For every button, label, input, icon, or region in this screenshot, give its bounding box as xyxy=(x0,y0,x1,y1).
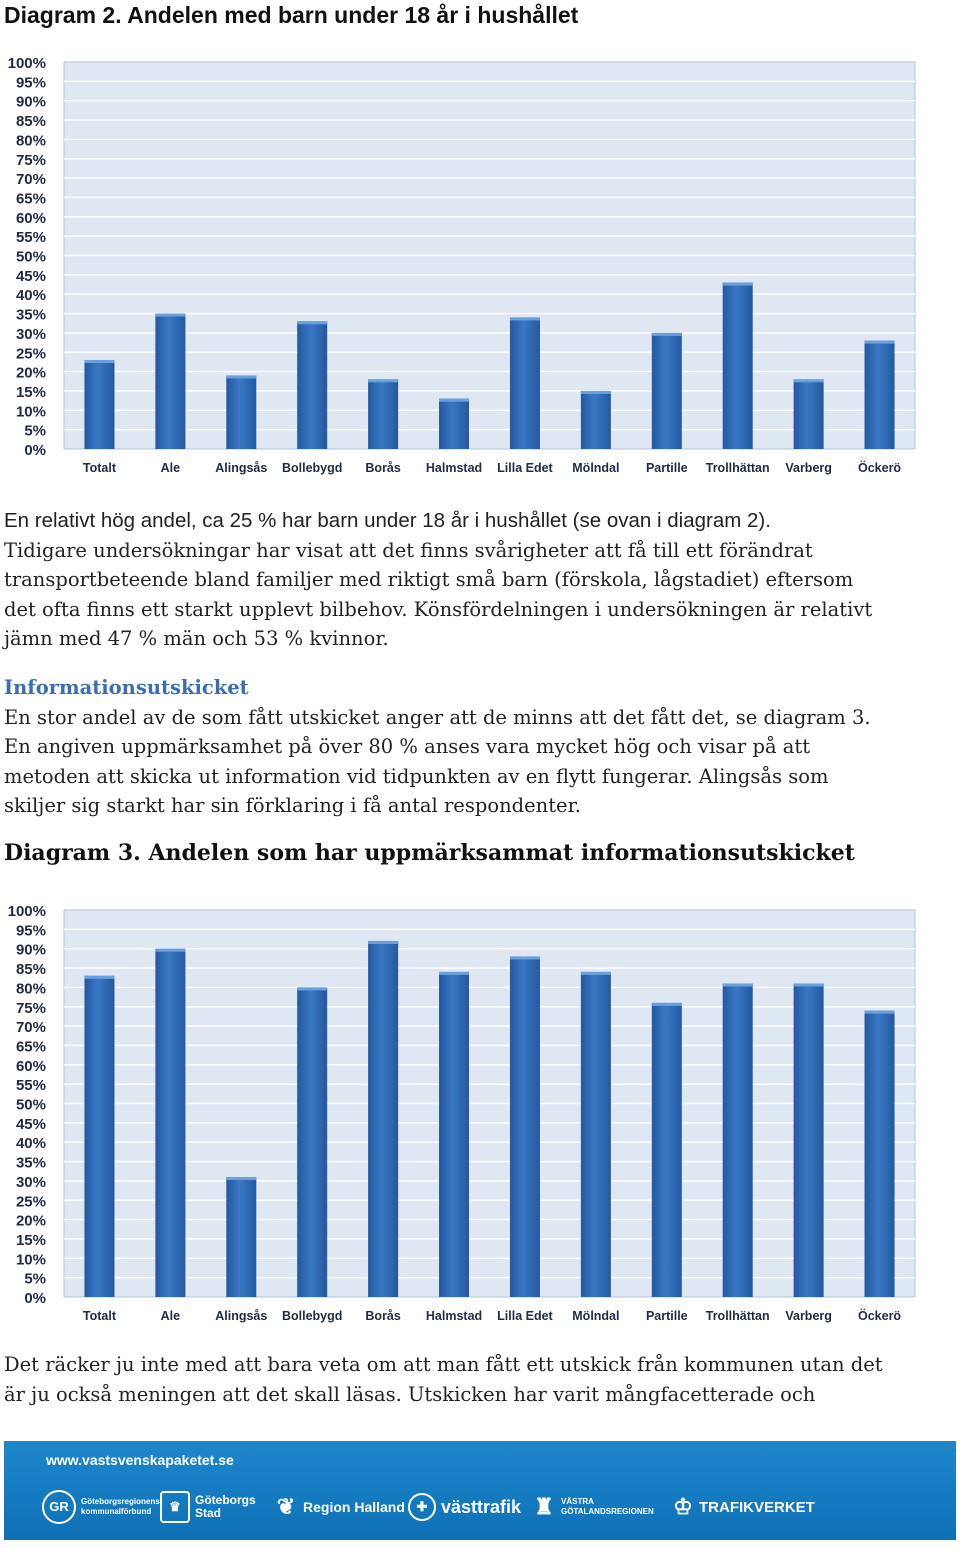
bar xyxy=(84,976,114,1297)
bar xyxy=(723,984,753,1297)
bar-top xyxy=(368,379,398,382)
y-tick-label: 60% xyxy=(15,1057,46,1075)
bar-top xyxy=(652,1003,682,1006)
y-tick-label: 30% xyxy=(15,325,46,343)
x-tick-label: Ale xyxy=(160,461,181,475)
y-tick-label: 85% xyxy=(15,113,46,131)
x-tick-label: Halmstad xyxy=(425,461,483,475)
bar xyxy=(439,972,469,1297)
y-tick-label: 85% xyxy=(15,961,46,979)
region-halland-logo-icon: ❦ Region Halland xyxy=(276,1494,405,1519)
x-tick-label: Borås xyxy=(365,1309,401,1323)
bar xyxy=(865,341,895,449)
y-tick-label: 20% xyxy=(15,1212,46,1230)
y-tick-label: 70% xyxy=(15,171,46,189)
y-tick-label: 15% xyxy=(15,1231,46,1249)
bar-top xyxy=(368,941,398,944)
diagram-3-title: Diagram 3. Andelen som har uppmärksammat informationsutskicket xyxy=(4,840,855,866)
y-tick-label: 80% xyxy=(15,132,46,150)
y-tick-label: 75% xyxy=(15,999,46,1017)
bar xyxy=(510,956,540,1297)
y-tick-label: 65% xyxy=(15,1038,46,1056)
bar xyxy=(652,1003,682,1297)
bar xyxy=(652,333,682,449)
y-tick-label: 50% xyxy=(15,248,46,266)
y-tick-label: 70% xyxy=(15,1019,46,1037)
y-tick-label: 80% xyxy=(15,980,46,998)
bar-top xyxy=(84,360,114,363)
bar xyxy=(794,379,824,449)
y-tick-label: 100% xyxy=(7,55,46,72)
y-tick-label: 95% xyxy=(15,922,46,940)
bar xyxy=(865,1011,895,1297)
y-tick-label: 25% xyxy=(15,1193,46,1211)
x-tick-label: Trollhättan xyxy=(705,1309,770,1323)
x-tick-label: Halmstad xyxy=(425,1309,483,1323)
bar-top xyxy=(84,976,114,979)
y-tick-label: 5% xyxy=(24,422,46,440)
bar xyxy=(297,987,327,1297)
paragraph-line: En angiven uppmärksamhet på över 80 % anses vara mycket hög och visar på att xyxy=(4,735,811,758)
bar-top xyxy=(155,949,185,952)
y-tick-label: 95% xyxy=(15,74,46,92)
x-tick-label: Borås xyxy=(365,461,401,475)
bar-top xyxy=(865,341,895,344)
bar xyxy=(581,391,611,449)
y-tick-label: 100% xyxy=(7,903,46,920)
y-tick-label: 0% xyxy=(24,442,46,459)
gk-logo-icon: GR Göteborgsregionens kommunalförbund xyxy=(42,1487,151,1527)
bar-top xyxy=(581,391,611,394)
bar xyxy=(510,317,540,449)
bar xyxy=(368,941,398,1297)
bar-top xyxy=(723,283,753,286)
y-tick-label: 55% xyxy=(15,1077,46,1095)
y-tick-label: 35% xyxy=(15,306,46,324)
bar-chart-children-share xyxy=(0,44,960,484)
x-tick-label: Bollebygd xyxy=(281,1309,343,1323)
bar xyxy=(226,375,256,449)
x-tick-label: Alingsås xyxy=(215,461,268,475)
chart-diagram-2 xyxy=(0,44,960,484)
bar xyxy=(84,360,114,449)
y-tick-label: 45% xyxy=(15,267,46,285)
bar-top xyxy=(439,399,469,402)
x-tick-label: Varberg xyxy=(785,1309,832,1323)
y-tick-label: 90% xyxy=(15,941,46,959)
y-tick-label: 65% xyxy=(15,190,46,208)
x-tick-label: Lilla Edet xyxy=(497,1309,553,1323)
bar-top xyxy=(226,1177,256,1180)
bar-top xyxy=(723,984,753,987)
bar-top xyxy=(581,972,611,975)
bar-top xyxy=(794,379,824,382)
paragraph-children xyxy=(4,506,954,654)
y-tick-label: 20% xyxy=(15,364,46,382)
x-tick-label: Partille xyxy=(645,461,688,475)
partner-logos xyxy=(4,1477,956,1537)
y-tick-label: 15% xyxy=(15,383,46,401)
bar xyxy=(226,1177,256,1297)
bar xyxy=(723,283,753,449)
section-information xyxy=(4,673,954,821)
y-tick-label: 30% xyxy=(15,1173,46,1191)
y-tick-label: 55% xyxy=(15,229,46,247)
x-tick-label: Alingsås xyxy=(215,1309,268,1323)
bar xyxy=(581,972,611,1297)
bar xyxy=(297,321,327,449)
y-tick-label: 25% xyxy=(15,345,46,363)
paragraph-line: En relativt hög andel, ca 25 % har barn under 18 år i hushållet (se ovan i diagram 2). xyxy=(4,509,771,532)
y-tick-label: 50% xyxy=(15,1096,46,1114)
bar-top xyxy=(297,321,327,324)
y-tick-label: 40% xyxy=(15,287,46,305)
bar-chart-information-noticed xyxy=(0,892,960,1332)
y-tick-label: 45% xyxy=(15,1115,46,1133)
bar xyxy=(155,949,185,1297)
trafikverket-logo-icon: ♔ TRAFIKVERKET xyxy=(673,1494,815,1519)
y-tick-label: 40% xyxy=(15,1135,46,1153)
x-tick-label: Varberg xyxy=(785,461,832,475)
y-tick-label: 60% xyxy=(15,209,46,227)
bar-top xyxy=(510,317,540,320)
bar-top xyxy=(794,984,824,987)
footer-banner xyxy=(4,1441,956,1540)
y-tick-label: 10% xyxy=(15,1251,46,1269)
bar-top xyxy=(439,972,469,975)
x-tick-label: Totalt xyxy=(82,1309,117,1323)
bar-top xyxy=(865,1011,895,1014)
y-tick-label: 90% xyxy=(15,93,46,111)
vastra-gotalandsregionen-logo-icon: ♜ VÄSTRA GÖTALANDSREGIONEN xyxy=(534,1494,654,1519)
bar xyxy=(794,984,824,1297)
bar-top xyxy=(510,956,540,959)
paragraph-line: Tidigare undersökningar har visat att det finns svårigheter att få till ett förändrat xyxy=(4,538,813,562)
paragraph-line: metoden att skicka ut information vid tidpunkten av en flytt fungerar. Alingsås som xyxy=(4,764,829,788)
section-heading: Informationsutskicket xyxy=(4,676,249,699)
paragraph-reading xyxy=(4,1350,954,1409)
x-tick-label: Partille xyxy=(645,1309,688,1323)
paragraph-line: transportbeteende bland familjer med riktigt små barn (förskola, lågstadiet) eftersom xyxy=(4,568,854,591)
vasttrafik-logo-icon: ✚ västtrafik xyxy=(408,1487,521,1527)
x-tick-label: Bollebygd xyxy=(281,461,343,475)
bar-top xyxy=(652,333,682,336)
paragraph-line: det ofta finns ett starkt upplevt bilbehov. Könsfördelningen i undersökningen är relativt xyxy=(4,597,873,621)
bar xyxy=(439,399,469,449)
footer-url[interactable]: www.vastsvenskapaketet.se xyxy=(46,1452,234,1468)
x-tick-label: Öckerö xyxy=(857,461,902,475)
diagram-2-title: Diagram 2. Andelen med barn under 18 år i hushållet xyxy=(4,2,579,28)
y-tick-label: 5% xyxy=(24,1270,46,1288)
paragraph-line: En stor andel av de som fått utskicket anger att de minns att det fått det, se diagram 3. xyxy=(4,705,871,729)
paragraph-line: Det räcker ju inte med att bara veta om att man fått ett utskick från kommunen utan det xyxy=(4,1353,883,1376)
paragraph-line: jämn med 47 % män och 53 % kvinnor. xyxy=(4,627,389,650)
y-tick-label: 35% xyxy=(15,1154,46,1172)
bar xyxy=(368,379,398,449)
y-tick-label: 10% xyxy=(15,403,46,421)
chart-diagram-3 xyxy=(0,892,960,1332)
bar-top xyxy=(297,987,327,990)
bar-top xyxy=(155,314,185,317)
x-tick-label: Öckerö xyxy=(857,1309,902,1323)
paragraph-line: skiljer sig starkt har sin förklaring i få antal respondenter. xyxy=(4,794,581,817)
goteborg-stad-logo-icon: ♛ Göteborgs Stad xyxy=(160,1487,255,1527)
x-tick-label: Lilla Edet xyxy=(497,461,553,475)
y-tick-label: 0% xyxy=(24,1290,46,1307)
x-tick-label: Mölndal xyxy=(572,461,620,475)
x-tick-label: Mölndal xyxy=(572,1309,620,1323)
y-tick-label: 75% xyxy=(15,151,46,169)
x-tick-label: Trollhättan xyxy=(705,461,770,475)
paragraph-line: är ju också meningen att det skall läsas. Utskicken har varit mångfacetterade och xyxy=(4,1382,816,1406)
bar-top xyxy=(226,375,256,378)
x-tick-label: Totalt xyxy=(82,461,117,475)
x-tick-label: Ale xyxy=(160,1309,181,1323)
bar xyxy=(155,314,185,449)
